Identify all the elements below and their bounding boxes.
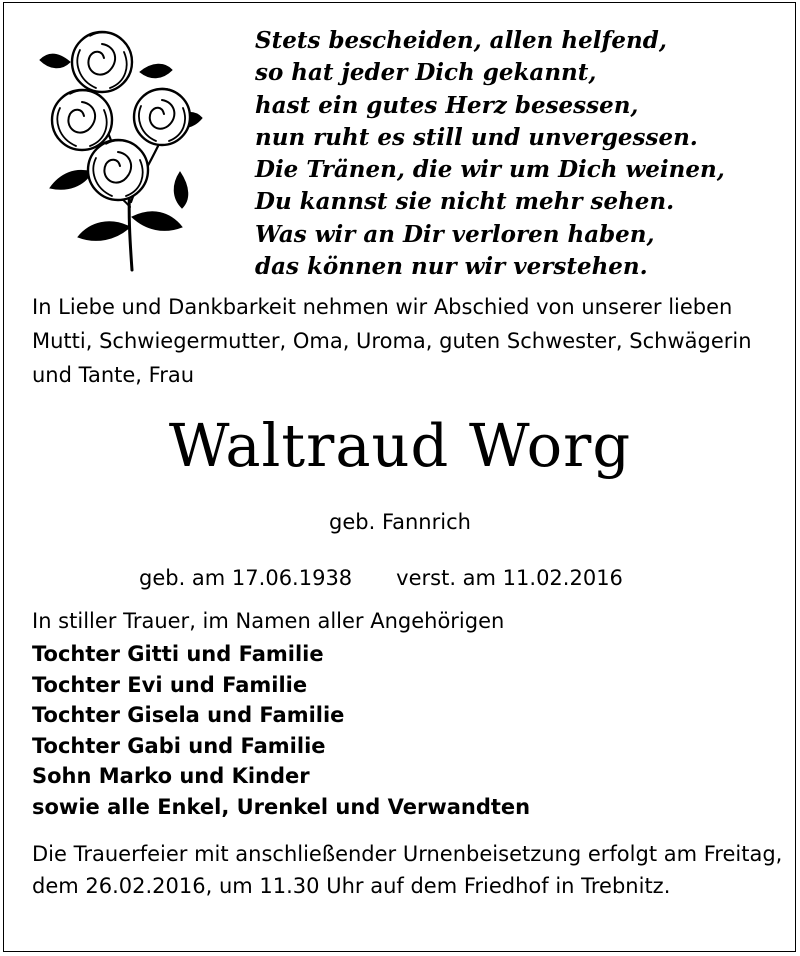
- death-date: verst. am 11.02.2016: [396, 566, 623, 590]
- poem-line: Stets bescheiden, allen helfend,: [255, 27, 667, 54]
- poem: [255, 25, 725, 283]
- family-member: Tochter Evi und Familie: [32, 672, 308, 697]
- mourners-intro: In stiller Trauer, im Namen aller Angehörigen: [32, 609, 505, 633]
- poem-line: Du kannst sie nicht mehr sehen.: [255, 188, 675, 216]
- roses-illustration-icon: [30, 22, 205, 272]
- family-member: sowie alle Enkel, Urenkel und Verwandten: [32, 794, 531, 819]
- farewell-intro: In Liebe und Dankbarkeit nehmen wir Abschied von unserer lieben Mutti, Schwiegermutter, Oma, Uroma, guten Schwester, Schwägerin und Tante, Frau: [32, 295, 752, 387]
- poem-line: nun ruht es still und unvergessen.: [255, 123, 698, 151]
- deceased-name: Waltraud Worg: [168, 411, 632, 480]
- poem-line: Was wir an Dir verloren haben,: [255, 220, 655, 248]
- family-member: Sohn Marko und Kinder: [32, 764, 310, 789]
- poem-line: Die Tränen, die wir um Dich weinen,: [255, 156, 725, 184]
- family-list: [32, 639, 530, 823]
- family-member: Tochter Gitti und Familie: [32, 642, 324, 666]
- poem-line: das können nur wir verstehen.: [255, 253, 648, 281]
- ceremony-info: Die Trauerfeier mit anschließender Urnenbeisetzung erfolgt am Freitag, dem 26.02.2016, um 11.30 Uhr auf dem Friedhof in Trebnitz.: [32, 842, 783, 898]
- maiden-name: geb. Fannrich: [329, 510, 471, 534]
- family-member: Tochter Gabi und Familie: [32, 733, 326, 758]
- family-member: Tochter Gisela und Familie: [32, 703, 345, 728]
- life-dates: [139, 561, 623, 595]
- poem-line: hast ein gutes Herz besessen,: [255, 91, 639, 119]
- birth-date: geb. am 17.06.1938: [139, 566, 353, 590]
- poem-line: so hat jeder Dich gekannt,: [255, 59, 597, 87]
